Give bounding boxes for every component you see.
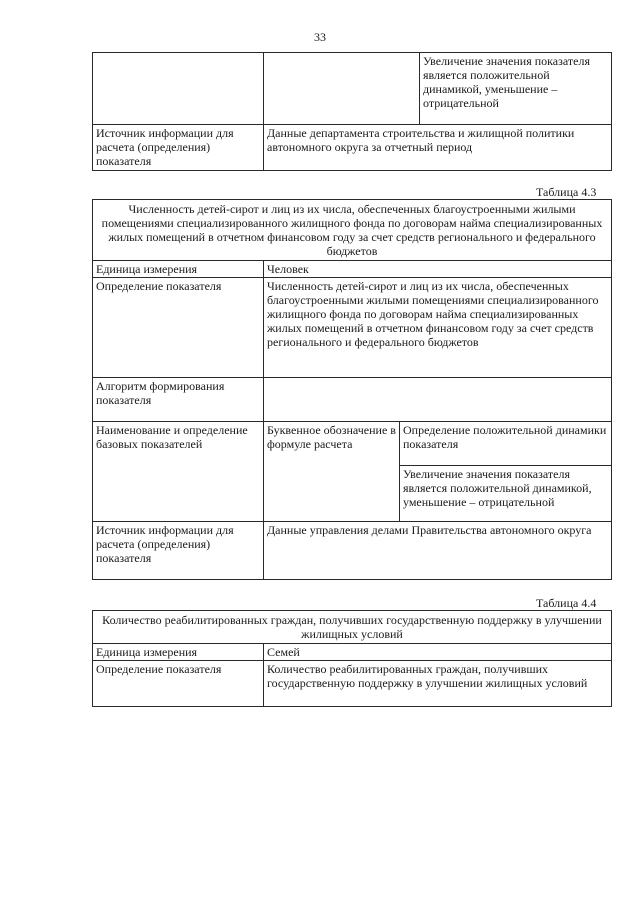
empty-cell: [93, 53, 264, 125]
table-continuation: [92, 52, 612, 171]
dynamics-value: Увеличение значения показателя является положительной динамикой, уменьшение – отрицательной: [420, 53, 612, 125]
empty-cell: [264, 53, 420, 125]
definition-value: Численность детей-сирот и лиц из их числа, обеспеченных благоустроенными жилыми помещениями специализированного жилищного фонда по договорам найма специализированных жилых помещений в отчетном финансовом году за счет средств регионального и федерального бюджетов: [264, 278, 612, 378]
unit-label: Единица измерения: [93, 261, 264, 278]
table-caption-4-4: Таблица 4.4: [536, 596, 597, 610]
definition-value: Количество реабилитированных граждан, получивших государственную поддержку в улучшении жилищных условий: [264, 661, 612, 707]
unit-value: Семей: [264, 644, 612, 661]
table-title: Количество реабилитированных граждан, получивших государственную поддержку в улучшении жилищных условий: [93, 611, 612, 644]
unit-label: Единица измерения: [93, 644, 264, 661]
definition-label: Определение показателя: [93, 278, 264, 378]
table-4-4: [92, 610, 612, 707]
source-label: Источник информации для расчета (определения) показателя: [93, 522, 264, 580]
definition-label: Определение показателя: [93, 661, 264, 707]
letter-designation-label: Буквенное обозначение в формуле расчета: [264, 422, 400, 522]
dynamics-value: Увеличение значения показателя является положительной динамикой, уменьшение – отрицательной: [400, 466, 612, 522]
table-caption-4-3: Таблица 4.3: [536, 185, 597, 199]
table-4-3: [92, 199, 612, 580]
source-label: Источник информации для расчета (определения) показателя: [93, 125, 264, 171]
base-indicators-label: Наименование и определение базовых показателей: [93, 422, 264, 522]
algorithm-value: [264, 378, 612, 422]
table-title: Численность детей-сирот и лиц из их числа, обеспеченных благоустроенными жилыми помещениями специализированного жилищного фонда по договорам найма специализированных жилых помещений в отчетном финансовом году за счет средств регионального и федерального бюджетов: [93, 200, 612, 261]
source-value: Данные управления делами Правительства автономного округа: [264, 522, 612, 580]
page-number: 33: [314, 30, 326, 44]
source-value: Данные департамента строительства и жилищной политики автономного округа за отчетный период: [264, 125, 612, 171]
algorithm-label: Алгоритм формирования показателя: [93, 378, 264, 422]
positive-dynamics-label: Определение положительной динамики показателя: [400, 422, 612, 466]
unit-value: Человек: [264, 261, 612, 278]
